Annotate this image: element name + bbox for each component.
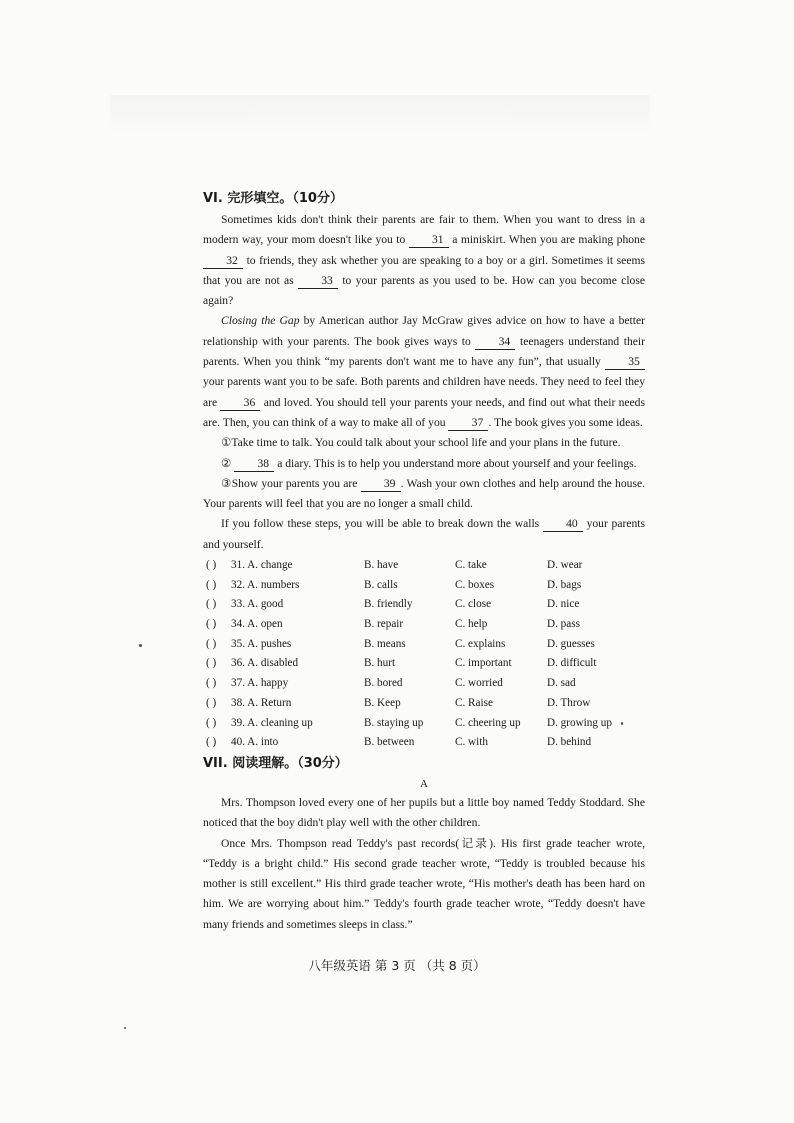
option-row	[203, 694, 645, 714]
cloze-step-3	[203, 474, 645, 515]
exam-content	[203, 188, 645, 935]
text-run: your parents want you to be safe. Both parents and children have needs. They need to feel they are	[203, 375, 645, 409]
option-d: D. behind	[547, 736, 592, 749]
answer-blank: 34	[475, 334, 515, 350]
answer-bracket: ( )	[206, 657, 217, 670]
option-b: B. have	[364, 559, 399, 572]
text-run: ①Take time to talk. You could talk about your school life and your plans in the future.	[221, 436, 621, 450]
option-c: C. take	[455, 559, 487, 572]
option-row	[203, 615, 645, 635]
answer-blank: 31	[409, 232, 449, 248]
answer-bracket: ( )	[206, 578, 217, 591]
cloze-paragraph-3	[203, 514, 645, 555]
option-b: B. calls	[364, 578, 398, 591]
option-a: 38. A. Return	[231, 696, 292, 709]
option-b: B. between	[364, 736, 415, 749]
option-d: D. pass	[547, 618, 580, 631]
text-run: . Wash your own clothes and help around the house. Your parents will feel that you are no longer a small child.	[203, 476, 645, 511]
reading-paragraph-1: Mrs. Thompson loved every one of her pupils but a little boy named Teddy Stoddard. She noticed that the boy didn't play well with the other children.	[203, 795, 645, 830]
option-row	[203, 674, 645, 694]
option-b: B. staying up	[364, 716, 424, 729]
options-list	[203, 556, 645, 753]
text-run: your parents and yourself.	[203, 517, 645, 551]
option-b: B. friendly	[364, 598, 413, 611]
answer-bracket: ( )	[206, 618, 217, 631]
option-a: 35. A. pushes	[231, 637, 292, 650]
option-b: B. Keep	[364, 696, 401, 709]
option-a: 40. A. into	[231, 736, 279, 749]
book-title: Closing the Gap	[221, 314, 300, 328]
option-b: B. hurt	[364, 657, 396, 670]
answer-bracket: ( )	[206, 716, 217, 729]
reading-paragraph-2: Once Mrs. Thompson read Teddy's past records(记录). His first grade teacher wrote, “Teddy is a bright child.” His second grade teacher wrote, “Teddy is troubled because his mother is still excellent.” His third grade teacher wrote, “His mother's death has been hard on him. We are worrying about him.” Teddy's fourth grade teacher wrote, “Teddy doesn't have many friends and sometimes sleeps in class.”	[203, 836, 645, 931]
option-d: D. wear	[547, 559, 583, 572]
text-run: to friends, they ask whether you are speaking to a boy or a girl. Sometimes it seems that you are not as	[203, 253, 645, 287]
option-a: 32. A. numbers	[231, 578, 300, 591]
option-b: B. means	[364, 637, 406, 650]
cloze-step-2	[203, 454, 645, 474]
scan-speck	[124, 1027, 126, 1029]
answer-blank: 39	[361, 476, 401, 492]
answer-bracket: ( )	[206, 559, 217, 572]
answer-blank: 33	[298, 273, 338, 289]
answer-blank: 32	[203, 253, 243, 269]
option-row	[203, 556, 645, 576]
text-run: a miniskirt. When you are making phone	[448, 233, 645, 247]
option-row	[203, 654, 645, 674]
option-d: D. Throw	[547, 696, 591, 709]
scan-speck	[139, 644, 142, 647]
option-d: D. sad	[547, 677, 576, 690]
option-row	[203, 733, 645, 753]
option-a: 34. A. open	[231, 618, 283, 631]
text-run: ②	[221, 456, 235, 470]
section-7-heading: VII. 阅读理解。（30分）	[203, 755, 348, 771]
option-d: D. bags	[547, 578, 582, 591]
option-c: C. help	[455, 618, 488, 631]
option-d: D. difficult	[547, 657, 597, 670]
answer-bracket: ( )	[206, 637, 217, 650]
option-row	[203, 576, 645, 596]
option-c: C. with	[455, 736, 488, 749]
option-a: 31. A. change	[231, 559, 293, 572]
text-run: ③Show your parents you are	[221, 476, 361, 490]
option-d: D. growing up	[547, 716, 612, 729]
text-run: and loved. You should tell your parents your needs, and find out what their needs are. Then, you can think of a way to make all of you	[203, 395, 645, 429]
option-c: C. cheering up	[455, 716, 521, 729]
option-c: C. important	[455, 657, 512, 670]
text-run: a diary. This is to help you understand more about yourself and your feelings.	[274, 456, 637, 470]
answer-blank: 40	[543, 516, 583, 532]
cloze-paragraph-1	[203, 210, 645, 311]
text-run: to your parents as you used to be. How can you become close again?	[203, 273, 645, 308]
text-run: If you follow these steps, you will be able to break down the walls	[221, 517, 543, 531]
option-a: 36. A. disabled	[231, 657, 299, 670]
option-b: B. bored	[364, 677, 403, 690]
answer-bracket: ( )	[206, 677, 217, 690]
option-b: B. repair	[364, 618, 404, 631]
text-run: by American author Jay McGraw gives advice on how to have a better relationship with your parents. The book gives ways to	[203, 314, 645, 348]
text-run: teenagers understand their parents. When you think “my parents don't want me to have any fun”, that usually	[203, 334, 645, 369]
option-a: 37. A. happy	[231, 677, 289, 690]
option-d: D. nice	[547, 598, 580, 611]
option-row	[203, 714, 645, 734]
option-a: 33. A. good	[231, 598, 284, 611]
page-footer: 八年级英语 第 3 页 （共 8 页）	[308, 958, 486, 973]
option-c: C. explains	[455, 637, 506, 650]
answer-bracket: ( )	[206, 598, 217, 611]
cloze-step-1	[203, 433, 645, 453]
scan-shadow	[110, 95, 650, 135]
passage-label: A	[420, 777, 428, 790]
answer-blank: 35	[605, 354, 645, 370]
answer-blank: 38	[234, 456, 274, 472]
option-c: C. worried	[455, 677, 503, 690]
cloze-paragraph-2	[203, 311, 645, 433]
text-run: Sometimes kids don't think their parents are fair to them. When you want to dress in a modern way, your mom doesn't like you to	[203, 213, 645, 247]
text-run: . The book gives you some ideas.	[488, 415, 643, 429]
option-row	[203, 635, 645, 655]
option-a: 39. A. cleaning up	[231, 716, 313, 729]
option-c: C. boxes	[455, 578, 495, 591]
answer-bracket: ( )	[206, 696, 217, 709]
option-c: C. Raise	[455, 696, 493, 709]
answer-blank: 37	[448, 415, 488, 431]
option-c: C. close	[455, 598, 492, 611]
option-d: D. guesses	[547, 637, 595, 650]
section-6-heading: VI. 完形填空。（10分）	[203, 191, 343, 206]
answer-blank: 36	[220, 395, 260, 411]
option-row	[203, 595, 645, 615]
answer-bracket: ( )	[206, 736, 217, 749]
